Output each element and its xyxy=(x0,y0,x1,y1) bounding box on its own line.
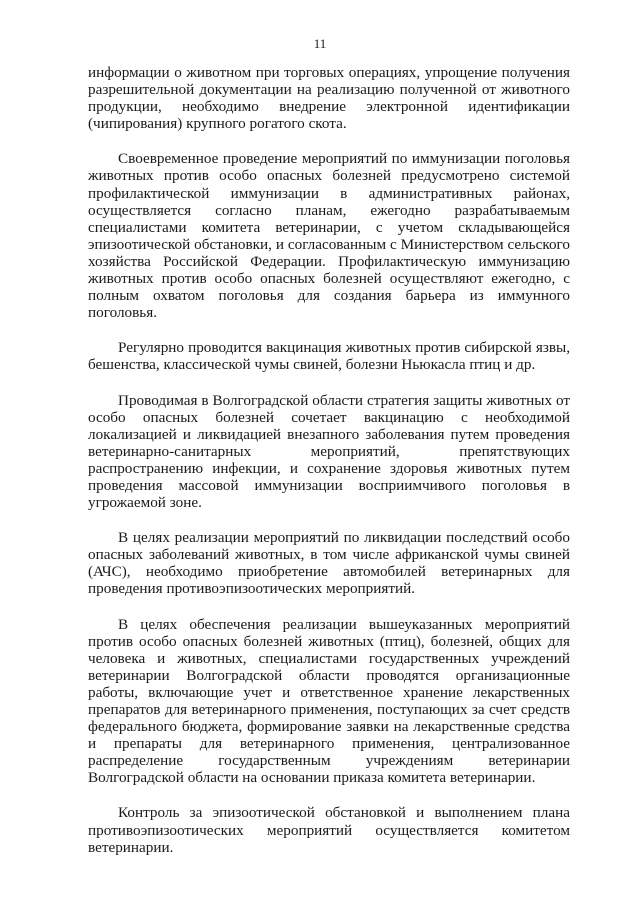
paragraph-protection-strategy: Проводимая в Волгоградской области стратегия защиты животных от особо опасных болезней сочетает вакцинацию с необходимой локализацией и ликвидацией внезапного заболевания путем проведения ветеринарно-санитарных мероприятий, препятствующих распространению инфекции, и сохранение здоровья животных путем проведения массовой иммунизации восприимчивого поголовья в угрожаемой зоне. xyxy=(88,391,570,512)
paragraph-vaccination-list: Регулярно проводится вакцинация животных против сибирской язвы, бешенства, классической чумы свиней, болезни Ньюкасла птиц и др. xyxy=(88,339,570,374)
paragraph-immunization-schedule: Своевременное проведение мероприятий по иммунизации поголовья животных против особо опасных болезней предусмотрено системой профилактической иммунизации в административных районах, осуществляется согласно планам, ежегодно разрабатываемым специалистами комитета ветеринарии, с учетом складывающейся эпизоотической обстановки, и согласованным с Министерством сельского хозяйства Российской Федерации. Профилактическую иммунизацию животных против особо опасных болезней осуществляют ежегодно, с полным охватом поголовья для создания барьера из иммунного поголовья. xyxy=(88,150,570,322)
paragraph-control: Контроль за эпизоотической обстановкой и выполнением плана противоэпизоотических мероприятий осуществляется комитетом ветеринарии. xyxy=(88,804,570,856)
paragraph-asf-vehicles: В целях реализации мероприятий по ликвидации последствий особо опасных заболеваний животных, в том числе африканской чумы свиней (АЧС), необходимо приобретение автомобилей ветеринарных для проведения противоэпизоотических мероприятий. xyxy=(88,529,570,598)
paragraph-chipping: информации о животном при торговых операциях, упрощение получения разрешительной документации на реализацию полученной от животного продукции, необходимо внедрение электронной идентификации (чипирования) крупного рогатого скота. xyxy=(88,64,570,133)
page-number: 11 xyxy=(313,36,327,51)
paragraph-organizational-work: В целях обеспечения реализации вышеуказанных мероприятий против особо опасных болезней животных (птиц), болезней, общих для человека и животных, специалистами государственных учреждений ветеринарии Волгоградской области проводятся организационные работы, включающие учет и ответственное хранение лекарственных препаратов для ветеринарного применения, поступающих за счет средств федерального бюджета, формирование заявки на лекарственные средства и препараты для ветеринарного применения, централизованное распределение государственным учреждениям ветеринарии Волгоградской области на основании приказа комитета ветеринарии. xyxy=(88,615,570,787)
document-body xyxy=(88,64,570,874)
